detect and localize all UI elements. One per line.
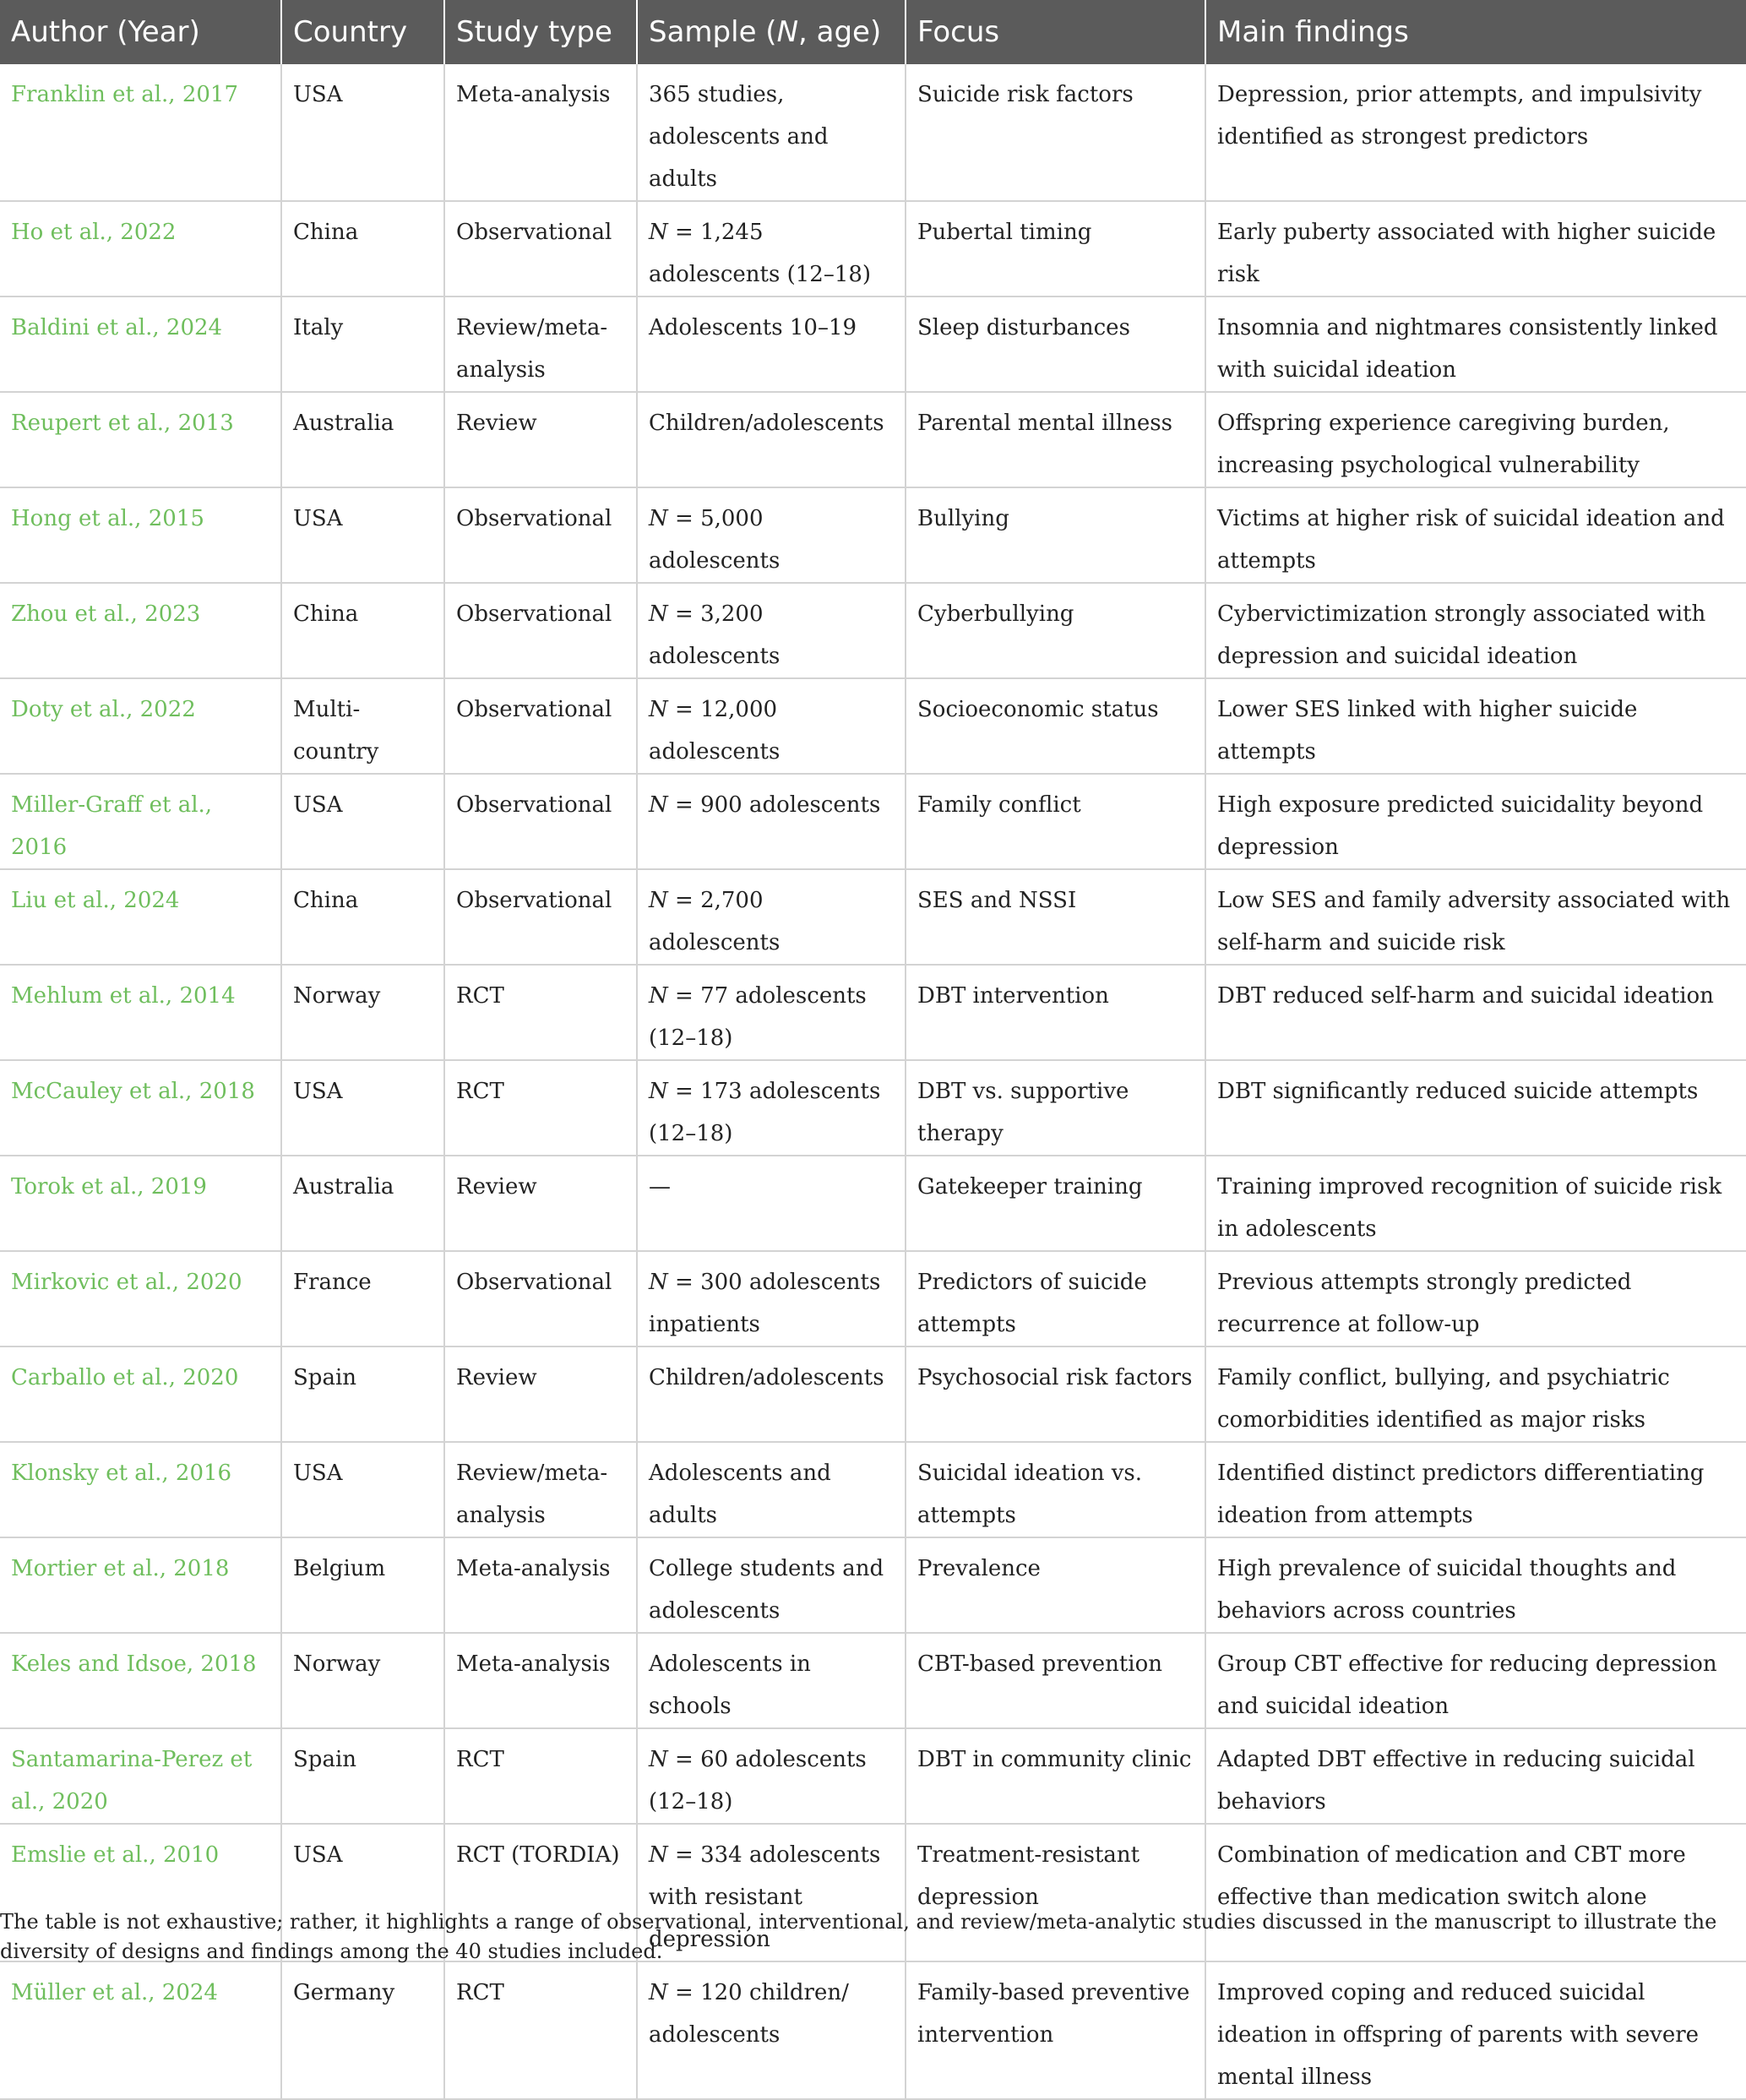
sample-text: Adolescents 10–19: [649, 315, 857, 340]
cell-country: Italy: [281, 297, 444, 392]
table-row: [0, 1347, 1746, 1442]
cell-study-type: Meta-analysis: [444, 1633, 637, 1728]
cell-author[interactable]: Mirkovic et al., 2020: [0, 1251, 281, 1347]
cell-study-type: Review: [444, 1347, 637, 1442]
cell-author[interactable]: Franklin et al., 2017: [0, 64, 281, 201]
cell-country: Australia: [281, 1156, 444, 1251]
cell-study-type: RCT: [444, 1728, 637, 1824]
cell-findings: Low SES and family adversity associated with self-harm and suicide risk: [1205, 869, 1746, 965]
cell-sample: [637, 1728, 906, 1824]
cell-study-type: Observational: [444, 583, 637, 678]
cell-study-type: Review/meta-analysis: [444, 297, 637, 392]
cell-study-type: Observational: [444, 869, 637, 965]
header-country: Country: [281, 0, 444, 64]
cell-focus: DBT vs. supportive therapy: [906, 1060, 1205, 1156]
sample-text: = 2,700 adolescents: [649, 888, 781, 955]
cell-focus: Suicidal ideation vs. attempts: [906, 1442, 1205, 1537]
cell-focus: Cyberbullying: [906, 583, 1205, 678]
table-row: [0, 774, 1746, 869]
cell-focus: Bullying: [906, 487, 1205, 583]
cell-focus: Pubertal timing: [906, 201, 1205, 297]
sample-text: = 1,245 adolescents (12–18): [649, 220, 872, 287]
cell-author[interactable]: McCauley et al., 2018: [0, 1060, 281, 1156]
cell-focus: Family-based preventive intervention: [906, 1961, 1205, 2099]
sample-text: Children/adolescents: [649, 411, 884, 436]
sample-text: = 12,000 adolescents: [649, 697, 781, 764]
cell-country: China: [281, 869, 444, 965]
sample-text: Adolescents in schools: [649, 1651, 811, 1719]
cell-study-type: Observational: [444, 487, 637, 583]
sample-n-symbol: N: [649, 1079, 668, 1104]
cell-findings: Adapted DBT effective in reducing suicidal behaviors: [1205, 1728, 1746, 1824]
cell-country: Norway: [281, 965, 444, 1060]
cell-focus: Treatment-resistant depression: [906, 1824, 1205, 1961]
cell-author[interactable]: Baldini et al., 2024: [0, 297, 281, 392]
table-row: [0, 678, 1746, 774]
cell-findings: Offspring experience caregiving burden, increasing psychological vulnerability: [1205, 392, 1746, 487]
cell-sample: [637, 201, 906, 297]
table-row: [0, 487, 1746, 583]
cell-study-type: Review/meta-analysis: [444, 1442, 637, 1537]
header-findings: Main findings: [1205, 0, 1746, 64]
cell-country: Germany: [281, 1961, 444, 2099]
cell-sample: [637, 1961, 906, 2099]
cell-findings: Victims at higher risk of suicidal ideation and attempts: [1205, 487, 1746, 583]
cell-sample: [637, 64, 906, 201]
sample-text: = 173 adolescents (12–18): [649, 1079, 881, 1146]
cell-author[interactable]: Emslie et al., 2010: [0, 1824, 281, 1961]
cell-study-type: Observational: [444, 774, 637, 869]
cell-findings: Lower SES linked with higher suicide attempts: [1205, 678, 1746, 774]
cell-findings: Group CBT effective for reducing depression and suicidal ideation: [1205, 1633, 1746, 1728]
cell-focus: Sleep disturbances: [906, 297, 1205, 392]
cell-focus: Predictors of suicide attempts: [906, 1251, 1205, 1347]
cell-author[interactable]: Carballo et al., 2020: [0, 1347, 281, 1442]
table-row: [0, 1961, 1746, 2099]
sample-n-symbol: N: [649, 697, 668, 722]
sample-text: 365 studies, adolescents and adults: [649, 82, 829, 192]
cell-country: China: [281, 583, 444, 678]
cell-focus: Psychosocial risk factors: [906, 1347, 1205, 1442]
cell-study-type: Observational: [444, 678, 637, 774]
cell-sample: [637, 1442, 906, 1537]
sample-text: Children/adolescents: [649, 1365, 884, 1390]
table-row: [0, 965, 1746, 1060]
cell-author[interactable]: Mehlum et al., 2014: [0, 965, 281, 1060]
cell-author[interactable]: Mortier et al., 2018: [0, 1537, 281, 1633]
cell-sample: [637, 1156, 906, 1251]
cell-findings: Insomnia and nightmares consistently linked with suicidal ideation: [1205, 297, 1746, 392]
cell-focus: Family conflict: [906, 774, 1205, 869]
sample-text: = 120 children/ adolescents: [649, 1980, 849, 2048]
cell-author[interactable]: Liu et al., 2024: [0, 869, 281, 965]
cell-study-type: Observational: [444, 1251, 637, 1347]
cell-sample: [637, 1251, 906, 1347]
header-row: [0, 0, 1746, 64]
header-sample: Sample (N, age): [637, 0, 906, 64]
cell-findings: Identified distinct predictors differentiating ideation from attempts: [1205, 1442, 1746, 1537]
cell-country: USA: [281, 1824, 444, 1961]
cell-country: USA: [281, 487, 444, 583]
cell-author[interactable]: Torok et al., 2019: [0, 1156, 281, 1251]
table-row: [0, 64, 1746, 201]
sample-text: = 300 adolescents inpatients: [649, 1270, 881, 1337]
cell-sample: [637, 678, 906, 774]
cell-findings: High prevalence of suicidal thoughts and behaviors across countries: [1205, 1537, 1746, 1633]
cell-focus: Parental mental illness: [906, 392, 1205, 487]
table-row: [0, 1251, 1746, 1347]
table-footnote: The table is not exhaustive; rather, it highlights a range of observational, interventional, and review/meta-analytic studies discussed in the manuscript to illustrate the diversity of designs and findings among the 40 studies included.: [0, 1910, 1717, 1963]
cell-study-type: Review: [444, 1156, 637, 1251]
cell-author[interactable]: Hong et al., 2015: [0, 487, 281, 583]
cell-findings: DBT reduced self-harm and suicidal ideation: [1205, 965, 1746, 1060]
table-row: [0, 392, 1746, 487]
cell-sample: [637, 1633, 906, 1728]
sample-text: College students and adolescents: [649, 1556, 884, 1624]
table-row: [0, 201, 1746, 297]
cell-sample: [637, 1537, 906, 1633]
cell-country: Spain: [281, 1347, 444, 1442]
cell-country: USA: [281, 1060, 444, 1156]
table-row: [0, 1728, 1746, 1824]
sample-n-symbol: N: [649, 983, 668, 1009]
cell-study-type: RCT: [444, 965, 637, 1060]
cell-country: USA: [281, 1442, 444, 1537]
cell-focus: Prevalence: [906, 1537, 1205, 1633]
table-row: [0, 297, 1746, 392]
cell-sample: [637, 965, 906, 1060]
cell-country: Australia: [281, 392, 444, 487]
cell-sample: [637, 1347, 906, 1442]
cell-study-type: RCT: [444, 1961, 637, 2099]
cell-focus: DBT intervention: [906, 965, 1205, 1060]
cell-findings: Depression, prior attempts, and impulsivity identified as strongest predictors: [1205, 64, 1746, 201]
cell-study-type: Meta-analysis: [444, 1537, 637, 1633]
cell-country: Spain: [281, 1728, 444, 1824]
cell-study-type: RCT (TORDIA): [444, 1824, 637, 1961]
sample-text: = 334 adolescents with resistant depression: [649, 1842, 881, 1952]
cell-study-type: RCT: [444, 1060, 637, 1156]
cell-country: China: [281, 201, 444, 297]
sample-text: —: [649, 1174, 671, 1200]
cell-author[interactable]: Santamarina-Perez et al., 2020: [0, 1728, 281, 1824]
cell-findings: DBT significantly reduced suicide attempts: [1205, 1060, 1746, 1156]
sample-n-symbol: N: [649, 506, 668, 531]
cell-findings: Early puberty associated with higher suicide risk: [1205, 201, 1746, 297]
cell-findings: Improved coping and reduced suicidal ideation in offspring of parents with severe mental illness: [1205, 1961, 1746, 2099]
cell-sample: [637, 392, 906, 487]
sample-n-symbol: N: [649, 1842, 668, 1868]
header-author: Author (Year): [0, 0, 281, 64]
cell-findings: High exposure predicted suicidality beyond depression: [1205, 774, 1746, 869]
cell-country: USA: [281, 64, 444, 201]
cell-author[interactable]: Zhou et al., 2023: [0, 583, 281, 678]
cell-author[interactable]: Müller et al., 2024: [0, 1961, 281, 2099]
cell-country: Belgium: [281, 1537, 444, 1633]
cell-focus: Suicide risk factors: [906, 64, 1205, 201]
sample-n-symbol: N: [649, 888, 668, 913]
sample-text: = 60 adolescents (12–18): [649, 1747, 867, 1814]
cell-country: Multi-country: [281, 678, 444, 774]
cell-findings: Previous attempts strongly predicted recurrence at follow-up: [1205, 1251, 1746, 1347]
table-row: [0, 1060, 1746, 1156]
cell-focus: Gatekeeper training: [906, 1156, 1205, 1251]
cell-country: France: [281, 1251, 444, 1347]
table-row: [0, 1442, 1746, 1537]
header-focus: Focus: [906, 0, 1205, 64]
header-study-type: Study type: [444, 0, 637, 64]
cell-sample: [637, 487, 906, 583]
table-row: [0, 869, 1746, 965]
cell-sample: [637, 869, 906, 965]
table-header: [0, 0, 1746, 64]
table-row: [0, 1156, 1746, 1251]
sample-n-symbol: N: [649, 601, 668, 627]
sample-n-symbol: N: [649, 220, 668, 245]
cell-focus: DBT in community clinic: [906, 1728, 1205, 1824]
sample-n-symbol: N: [649, 1270, 668, 1295]
sample-n-symbol: N: [649, 1747, 668, 1772]
table-row: [0, 1537, 1746, 1633]
sample-text: = 77 adolescents (12–18): [649, 983, 867, 1051]
sample-text: = 3,200 adolescents: [649, 601, 781, 669]
sample-text: = 900 adolescents: [667, 792, 881, 818]
cell-findings: Training improved recognition of suicide risk in adolescents: [1205, 1156, 1746, 1251]
cell-findings: Family conflict, bullying, and psychiatric comorbidities identified as major risks: [1205, 1347, 1746, 1442]
cell-study-type: Meta-analysis: [444, 64, 637, 201]
cell-author[interactable]: Reupert et al., 2013: [0, 392, 281, 487]
cell-country: USA: [281, 774, 444, 869]
cell-focus: SES and NSSI: [906, 869, 1205, 965]
sample-n-symbol: N: [649, 1980, 668, 2005]
cell-findings: Cybervictimization strongly associated with depression and suicidal ideation: [1205, 583, 1746, 678]
table-body: [0, 64, 1746, 2099]
cell-author[interactable]: Miller-Graff et al., 2016: [0, 774, 281, 869]
cell-study-type: Observational: [444, 201, 637, 297]
table-row: [0, 583, 1746, 678]
cell-sample: [637, 297, 906, 392]
sample-n-symbol: N: [649, 792, 668, 818]
cell-focus: CBT-based prevention: [906, 1633, 1205, 1728]
cell-sample: [637, 774, 906, 869]
cell-focus: Socioeconomic status: [906, 678, 1205, 774]
cell-sample: [637, 1060, 906, 1156]
cell-study-type: Review: [444, 392, 637, 487]
cell-author[interactable]: Doty et al., 2022: [0, 678, 281, 774]
cell-country: Norway: [281, 1633, 444, 1728]
cell-author[interactable]: Klonsky et al., 2016: [0, 1442, 281, 1537]
cell-findings: Combination of medication and CBT more effective than medication switch alone: [1205, 1824, 1746, 1961]
cell-author[interactable]: Ho et al., 2022: [0, 201, 281, 297]
table-row: [0, 1633, 1746, 1728]
sample-text: Adolescents and adults: [649, 1461, 831, 1528]
cell-sample: [637, 583, 906, 678]
cell-author[interactable]: Keles and Idsoe, 2018: [0, 1633, 281, 1728]
sample-text: = 5,000 adolescents: [649, 506, 781, 574]
